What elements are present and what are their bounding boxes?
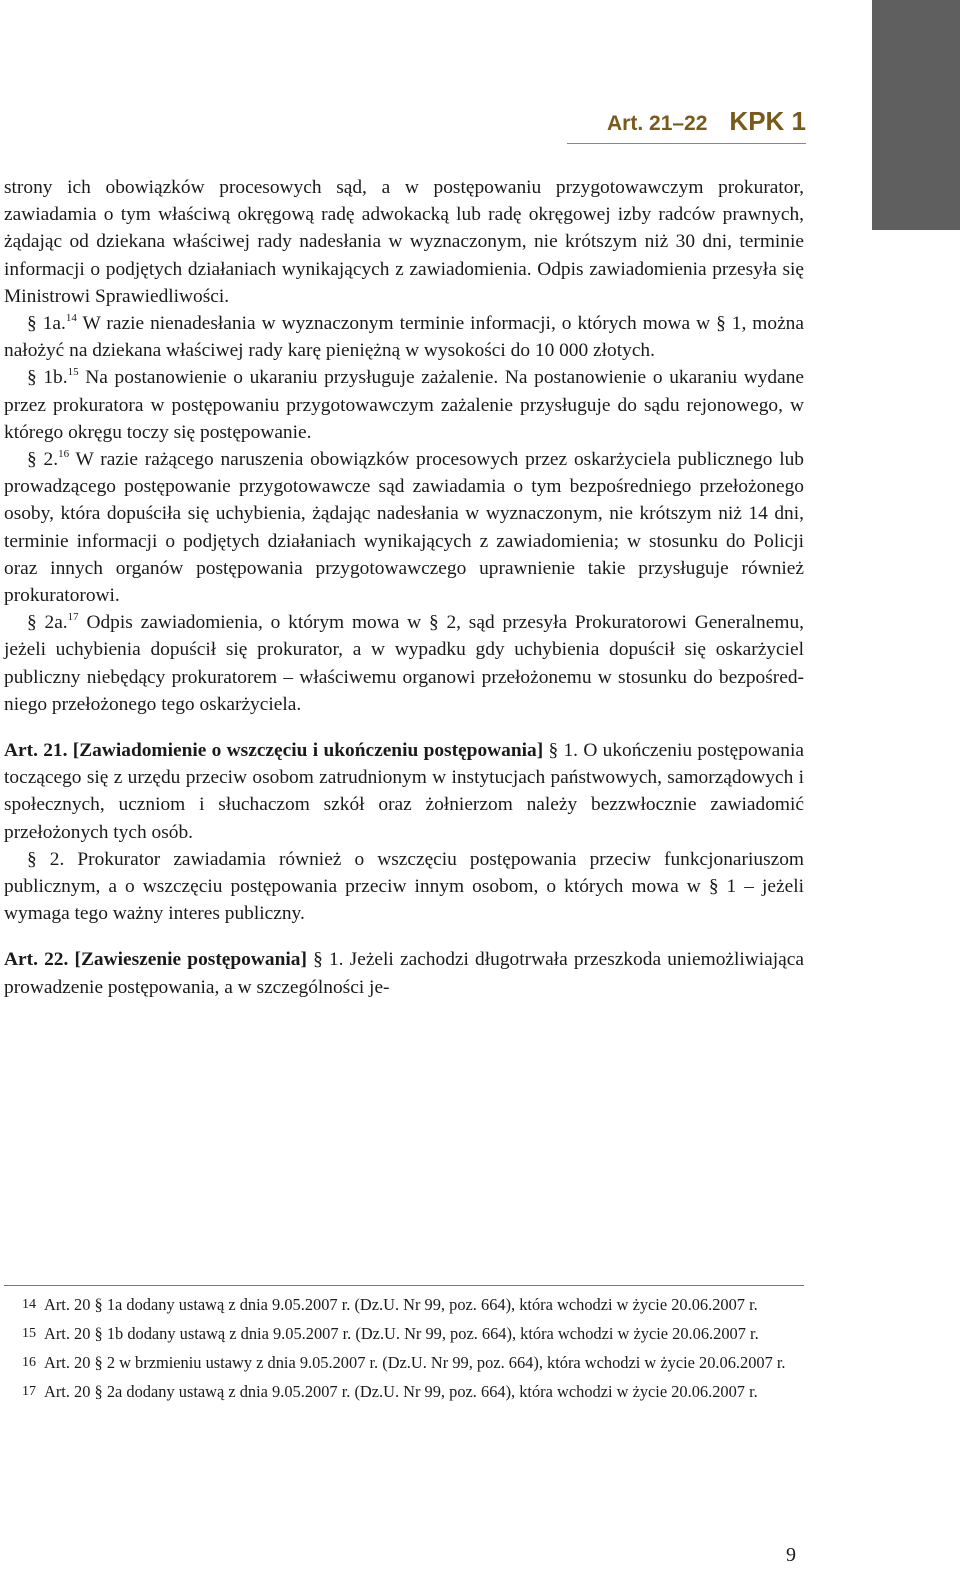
footnote-ref[interactable]: 14 xyxy=(65,312,77,325)
section-mark: § 2a. xyxy=(27,612,68,634)
section-text: Na postanowienie o ukaraniu przysługuje zażalenie. Na postanowienie o ukaraniu wydane przez prokuratora w postępowaniu przygotowawczym zażalenie przysługuje do sądu rejonowego, w którego okręgu toczy się postępowanie. xyxy=(4,367,805,443)
footnote-number: 17 xyxy=(22,1384,36,1399)
section-2a xyxy=(4,609,804,718)
footnote-ref[interactable]: 16 xyxy=(58,448,70,461)
footnote-text: Art. 20 § 2a dodany ustawą z dnia 9.05.2007 r. (Dz.U. Nr 99, poz. 664), która wchodzi w życie 20.06.2007 r. xyxy=(44,1382,758,1401)
header-code-title: KPK 1 xyxy=(729,106,806,136)
footnote-ref[interactable]: 17 xyxy=(67,611,79,624)
section-mark: § 2. xyxy=(27,449,59,471)
section-1a xyxy=(4,310,804,364)
header-article-range: Art. 21–22 xyxy=(607,112,708,135)
page-number: 9 xyxy=(786,1544,796,1566)
section-mark: § 1b. xyxy=(27,367,68,389)
paragraph-continuation: strony ich obowiązków procesowych sąd, a w postępowaniu przygotowawczym prokurator, zawiadamia o tym właściwą okręgową radę adwokacką lub radę okręgowej izby radców prawnych, żądając od dziekana właściwej rady nadesłania w wyznaczonym, nie krótszym niż 30 dni, terminie informacji o podjętych działaniach wynikających z zawiadomienia. Odpis zawiadomienia przesyła się Ministrowi Sprawiedliwości. xyxy=(4,177,804,307)
footnote xyxy=(4,1380,804,1403)
footnotes xyxy=(4,1293,804,1409)
footnote-rule xyxy=(4,1285,804,1286)
section-mark: § 1a. xyxy=(27,313,66,335)
footnote xyxy=(4,1322,804,1345)
article-label: Art. 21. xyxy=(4,740,68,762)
footnote xyxy=(4,1293,804,1316)
article-text: § 1. O ukończeniu postępowania toczącego się z urzędu przeciw osobom zatrudnionym w instytucjach państwowych, samorządowych i społecznych, uczniom i słuchaczom szkół oraz żołnierzom należy bezzwłocznie zawiadomić przełożonych tych osób. xyxy=(4,740,804,843)
footnote-number: 14 xyxy=(22,1297,36,1312)
footnote-number: 15 xyxy=(22,1326,36,1341)
article-title: [Zawiadomienie o wszczęciu i ukończeniu postępowania] xyxy=(72,740,544,762)
section-1b xyxy=(4,364,804,446)
article-label: Art. 22. xyxy=(4,949,69,971)
section-2 xyxy=(4,446,804,609)
article-22 xyxy=(4,946,804,1000)
footnote-ref[interactable]: 15 xyxy=(67,366,79,379)
thumb-index-tab xyxy=(872,0,960,230)
page-body xyxy=(4,174,804,1001)
article-21-section-2: § 2. Prokurator zawiadamia również o wszczęciu postępowania przeciw funkcjonariuszom publicznym, a o wszczęciu postępowania przeciw innym osobom, o których mowa w § 1 – jeżeli wymaga tego ważny interes publiczny. xyxy=(4,848,804,925)
section-text: Odpis zawiadomienia, o którym mowa w § 2, sąd przesyła Prokuratorowi Generalnemu, jeżeli uchybienia dopuścił się prokurator, a w wypadku gdy uchybienia dopuścił się oskarżyciel publiczny niebędący prokuratorem – właściwemu organowi przełożonemu w stosunku do bezpośredniego przełożonego tego oskarżyciela. xyxy=(4,612,804,715)
footnote-text: Art. 20 § 1b dodany ustawą z dnia 9.05.2007 r. (Dz.U. Nr 99, poz. 664), która wchodzi w życie 20.06.2007 r. xyxy=(44,1324,759,1343)
article-title: [Zawieszenie postępowania] xyxy=(74,949,307,971)
footnote-text: Art. 20 § 1a dodany ustawą z dnia 9.05.2007 r. (Dz.U. Nr 99, poz. 664), która wchodzi w życie 20.06.2007 r. xyxy=(44,1295,758,1314)
section-text: W razie rażącego naruszenia obowiązków procesowych przez oskarżyciela publicznego lub prowadzącego postępowanie przygotowawcze sąd zawiadamia o tym bezpośredniego przełożonego osoby, która dopuściła się uchybienia, żądając nadesłania w wyznaczonym, nie krótszym niż 14 dni, terminie informacji o podjętych działaniach wynikających z zawiadomienia; w stosunku do Policji oraz innych organów postępowania przygotowawczego uprawnienie takie przysługuje również prokuratorowi. xyxy=(4,449,805,607)
footnote-text: Art. 20 § 2 w brzmieniu ustawy z dnia 9.05.2007 r. (Dz.U. Nr 99, poz. 664), która wchodzi w życie 20.06.2007 r. xyxy=(44,1353,786,1372)
section-text: W razie nienadesłania w wyznaczonym terminie informacji, o których mowa w § 1, można nałożyć na dziekana właściwej rady karę pieniężną w wysokości do 10 000 złotych. xyxy=(4,313,804,362)
footnote-number: 16 xyxy=(22,1355,36,1370)
article-text: § 1. Jeżeli zachodzi długotrwała przeszkoda uniemożliwiająca prowadzenie postępowania, a w szczególności je- xyxy=(4,949,804,998)
running-header xyxy=(607,106,806,137)
article-21 xyxy=(4,737,804,846)
header-rule xyxy=(567,143,806,144)
footnote xyxy=(4,1351,804,1374)
